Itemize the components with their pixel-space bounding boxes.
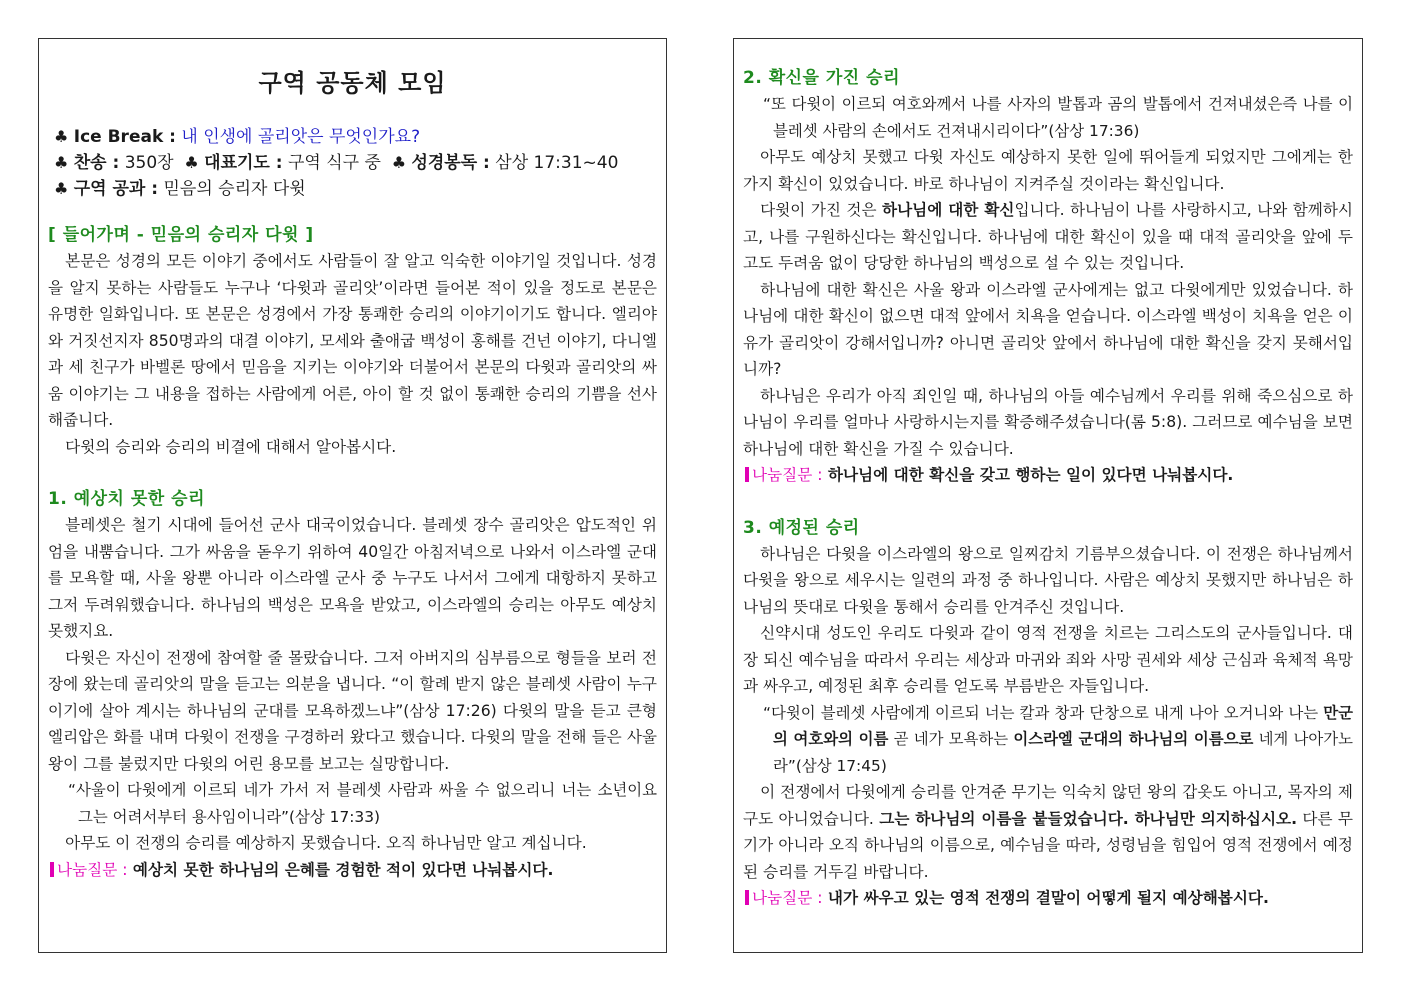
section-2-heading: 2. 확신을 가진 승리 — [743, 68, 900, 88]
page-title: 구역 공동체 모임 — [258, 69, 447, 97]
emphasis-text: 만군의 여호와의 이름 — [773, 703, 1353, 748]
icebreak-value: 내 인생에 골리앗은 무엇인가요? — [181, 127, 421, 147]
reading-value: 삼상 17:31~40 — [495, 153, 619, 173]
share-question-1 — [48, 857, 657, 884]
text-run: 입니다. 하나님이 나를 사랑하시고, 나와 함께하시고, 나를 구원하신다는 확신입니다. 하나님에 대한 확신이 있을 때 대적 골리앗을 앞에 두고도 두려움 없이 당당한 하나님의 백성으로 설 수 있는 것입니다. — [743, 201, 1353, 272]
hymn-label: 찬송 : — [73, 153, 120, 173]
club-icon: ♣ — [54, 153, 69, 172]
share-label: 나눔질문 : — [752, 889, 823, 907]
section-2-paragraph-1: 아무도 예상치 못했고 다윗 자신도 예상하지 못한 일에 뛰어들게 되었지만 그에게는 한 가지 확신이 있었습니다. 바로 하나님이 지켜주실 것이라는 확신입니다. — [743, 148, 1353, 193]
emphasis-text: 그는 하나님의 이름을 붙들었습니다. 하나님만 의지하십시오. — [879, 809, 1298, 828]
share-question-text: 예상치 못한 하나님의 은혜를 경험한 적이 있다면 나눠봅시다. — [132, 860, 554, 879]
study-value: 믿음의 승리자 다윗 — [163, 179, 306, 199]
section-2-paragraph-4: 하나님은 우리가 아직 죄인일 때, 하나님의 아들 예수님께서 우리를 위해 죽으심으로 하나님이 우리를 얼마나 사랑하시는지를 확증해주셨습니다(롬 5:8). 그러므로 예수님을 보면 하나님에 대한 확신을 가질 수 있습니다. — [743, 386, 1353, 458]
emphasis-text: 이스라엘 군대의 하나님의 이름으로 — [1013, 730, 1254, 748]
share-question-text: 하나님에 대한 확신을 갖고 행하는 일이 있다면 나눠봅시다. — [827, 466, 1234, 484]
text-run: 곧 네가 모욕하는 — [888, 730, 1014, 748]
info-line-study — [54, 176, 657, 202]
text-run: 네게 나아가노라”(삼상 17:45) — [773, 730, 1353, 775]
prayer-value: 구역 식구 중 — [287, 153, 381, 173]
marker-bar-icon — [50, 862, 54, 877]
reading-label: 성경봉독 : — [411, 153, 490, 173]
share-question-text: 내가 싸우고 있는 영적 전쟁의 결말이 어떻게 될지 예상해봅시다. — [827, 889, 1269, 907]
section-3-quote — [743, 700, 1353, 780]
section-2-paragraph-3: 하나님에 대한 확신은 사울 왕과 이스라엘 군사에게는 없고 다윗에게만 있었습니다. 하나님에 대한 확신이 없으면 대적 앞에서 치욕을 얻습니다. 이스라엘 백성이 치욕을 얻은 이유가 골리앗이 강해서입니까? 아니면 골리앗 앞에서 하나님에 대한 확신을 갖지 못해서입니까? — [743, 280, 1353, 378]
share-question-3 — [743, 885, 1353, 912]
section-1-quote: “사울이 다윗에게 이르되 네가 가서 저 블레셋 사람과 싸울 수 없으리니 너는 소년이요 그는 어려서부터 용사임이니라”(삼상 17:33) — [68, 781, 657, 826]
info-line-hymn — [54, 150, 657, 176]
right-page — [733, 38, 1363, 953]
share-question-2 — [743, 462, 1353, 489]
hymn-value: 350장 — [124, 153, 174, 173]
prayer-label: 대표기도 : — [204, 153, 283, 173]
section-1-paragraph-1: 블레셋은 철기 시대에 들어선 군사 대국이었습니다. 블레셋 장수 골리앗은 압도적인 위엄을 내뿜습니다. 그가 싸움을 돋우기 위하여 40일간 아침저녁으로 나와서 이스라엘 군대를 모욕할 때, 사울 왕뿐 아니라 이스라엘 군사 중 누구도 나서서 그에게 대항하지 못하고 그저 두려워했습니다. 하나님의 백성은 모욕을 받았고, 이스라엘의 승리는 아무도 예상치 못했지요. — [48, 516, 657, 640]
info-line-icebreak — [54, 124, 657, 150]
icebreak-label: Ice Break : — [73, 127, 176, 147]
club-icon: ♣ — [184, 153, 199, 172]
club-icon: ♣ — [391, 153, 407, 172]
intro-paragraph-1: 본문은 성경의 모든 이야기 중에서도 사람들이 잘 알고 익숙한 이야기일 것입니다. 성경을 알지 못하는 사람들도 누구나 ‘다윗과 골리앗’이라면 들어본 적이 있을 정도로 본문은 유명한 일화입니다. 또 본문은 성경에서 가장 통쾌한 승리의 이야기이기도 합니다. 엘리야와 거짓선지자 850명과의 대결 이야기, 모세와 출애굽 백성이 홍해를 건넌 이야기, 다니엘과 세 친구가 바벨론 땅에서 믿음을 지키는 이야기와 더불어서 본문의 다윗과 골리앗의 싸움 이야기는 그 내용을 접하는 사람에게 어른, 아이 할 것 없이 통쾌한 승리의 기쁨을 선사해줍니다. — [48, 252, 657, 429]
share-label: 나눔질문 : — [752, 466, 823, 484]
text-run: 다른 무기가 아니라 오직 하나님의 이름으로, 예수님을 따라, 성령님을 힘입어 영적 전쟁에서 예정된 승리를 거두길 바랍니다. — [743, 809, 1353, 881]
marker-bar-icon — [745, 890, 749, 905]
marker-bar-icon — [745, 467, 749, 482]
section-3-paragraph-3 — [743, 779, 1353, 885]
section-3-heading: 3. 예정된 승리 — [743, 517, 860, 538]
meeting-info — [48, 124, 657, 202]
share-label: 나눔질문 : — [57, 860, 128, 879]
section-2-quote: “또 다윗이 이르되 여호와께서 나를 사자의 발톱과 곰의 발톱에서 건져내셨은즉 나를 이 블레셋 사람의 손에서도 건져내시리이다”(삼상 17:36) — [763, 95, 1353, 140]
text-run: 다윗이 가진 것은 — [760, 201, 883, 219]
intro-heading: [ 들어가며 - 믿음의 승리자 다윗 ] — [48, 225, 314, 245]
left-page — [38, 38, 667, 953]
section-3-paragraph-2: 신약시대 성도인 우리도 다윗과 같이 영적 전쟁을 치르는 그리스도의 군사들입니다. 대장 되신 예수님을 따라서 우리는 세상과 마귀와 죄와 사망 권세와 세상 근심과 육체적 욕망과 싸우고, 예정된 최후 승리를 얻도록 부름받은 자들입니다. — [743, 624, 1353, 695]
intro-paragraph-2: 다윗의 승리와 승리의 비결에 대해서 알아봅시다. — [65, 437, 397, 456]
club-icon: ♣ — [54, 179, 69, 198]
club-icon: ♣ — [54, 127, 69, 146]
section-2-paragraph-2 — [743, 197, 1353, 277]
section-1-paragraph-2: 다윗은 자신이 전쟁에 참여할 줄 몰랐습니다. 그저 아버지의 심부름으로 형들을 보러 전장에 왔는데 골리앗의 말을 듣고는 의분을 냅니다. “이 할례 받지 않은 블레셋 사람이 누구이기에 살아 계시는 하나님의 군대를 모욕하겠느냐”(삼상 17:26) 다윗의 말을 듣고 큰형 엘리압은 화를 내며 다윗이 전쟁을 구경하러 왔다고 했습니다. 다윗의 말을 전해 들은 사울 왕이 그를 불렀지만 다윗의 어린 용모를 보고는 실망합니다. — [48, 648, 657, 773]
section-1-heading: 1. 예상치 못한 승리 — [48, 489, 205, 509]
text-run: “다윗이 블레셋 사람에게 이르되 너는 칼과 창과 단창으로 내게 나아 오거니와 나는 — [763, 703, 1324, 722]
study-label: 구역 공과 : — [73, 179, 159, 199]
section-1-paragraph-3: 아무도 이 전쟁의 승리를 예상하지 못했습니다. 오직 하나님만 알고 계십니다. — [65, 834, 587, 852]
text-run: 이 전쟁에서 다윗에게 승리를 안겨준 무기는 익숙치 않던 왕의 갑옷도 아니고, 목자의 제구도 아니었습니다. — [743, 783, 1353, 828]
emphasis-text: 하나님에 대한 확신 — [882, 201, 1015, 219]
section-3-paragraph-1: 하나님은 다윗을 이스라엘의 왕으로 일찌감치 기름부으셨습니다. 이 전쟁은 하나님께서 다윗을 왕으로 세우시는 일련의 과정 중 하나입니다. 사람은 예상치 못했지만 하나님은 하나님의 뜻대로 다윗을 통해서 승리를 안겨주신 것입니다. — [743, 544, 1353, 616]
